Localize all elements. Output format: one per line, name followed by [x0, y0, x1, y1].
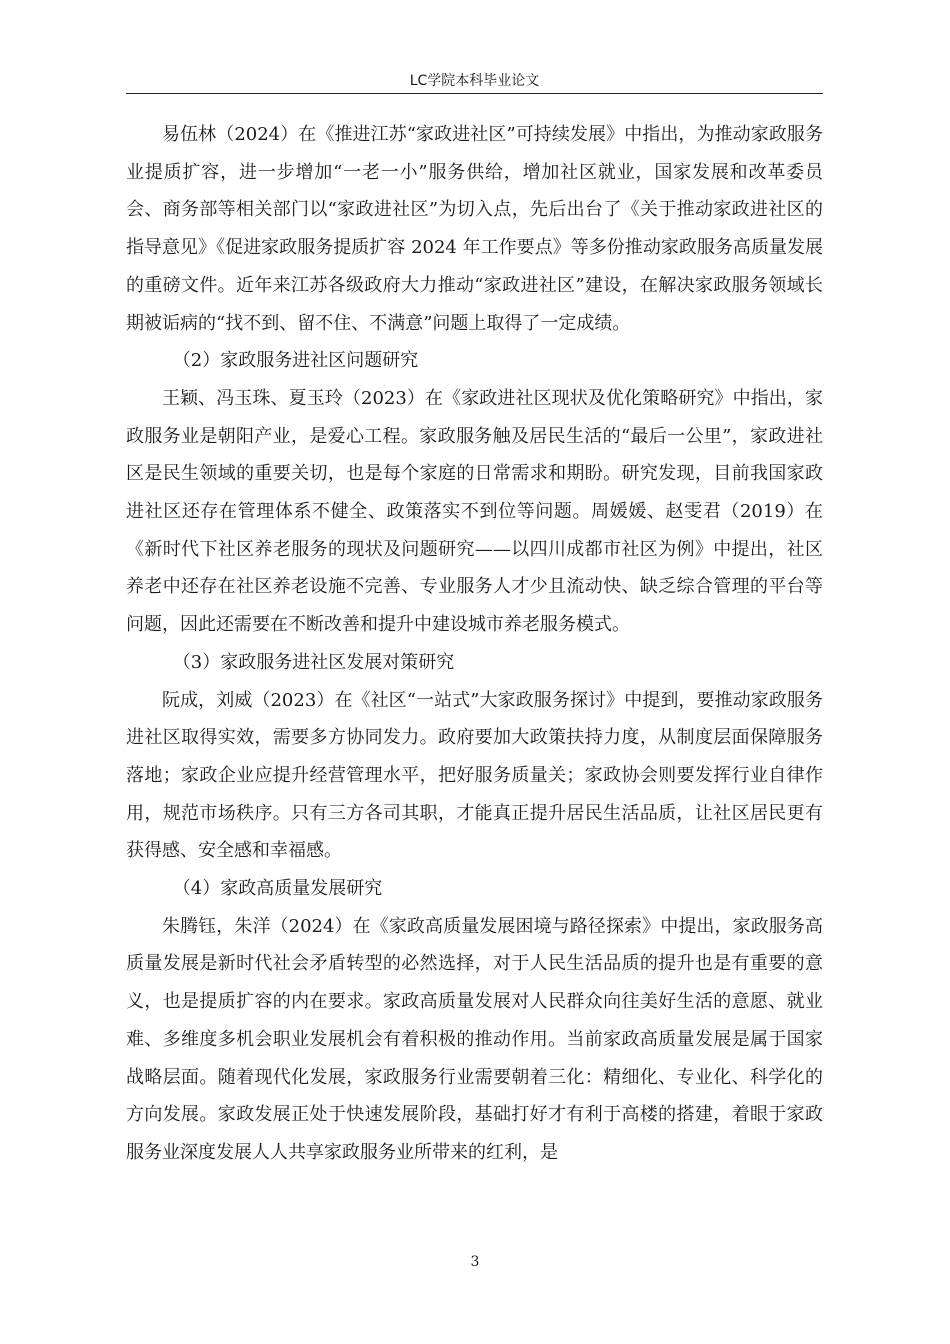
paragraph-ruan-cheng: 阮成，刘威（2023）在《社区“一站式”大家政服务探讨》中提到，要推动家政服务进社区取得实效，需要多方协同发力。政府要加大政策扶持力度，从制度层面保障服务落地；家政企业应提升经营管理水平，把好服务质量关；家政协会则要发挥行业自律作用，规范市场秩序。只有三方各司其职，才能真正提升居民生活品质，让社区居民更有获得感、安全感和幸福感。 [126, 689, 823, 862]
paragraph-zhu-tengyu: 朱腾钰，朱洋（2024）在《家政高质量发展困境与路径探索》中提出，家政服务高质量发展是新时代社会矛盾转型的必然选择，对于人民生活品质的提升也是有重要的意义，也是提质扩容的内在要求。家政高质量发展对人民群众向往美好生活的意愿、就业难、多维度多机会职业发展机会有着积极的推动作用。当前家政高质量发展是属于国家战略层面。随着现代化发展，家政服务行业需要朝着三化：精细化、专业化、科学化的方向发展。家政发展正处于快速发展阶段，基础打好才有利于高楼的搭建，着眼于家政服务业深度发展人人共享家政服务业所带来的红利，是 [126, 915, 823, 1163]
section-heading-2: （2）家政服务进社区问题研究 [172, 350, 419, 372]
header-divider [126, 93, 823, 94]
running-header: LC学院本科毕业论文 [409, 73, 540, 89]
body-text [126, 116, 823, 1172]
paragraph-yi-wulin: 易伍林（2024）在《推进江苏“家政进社区”可持续发展》中指出，为推动家政服务业提质扩容，进一步增加“一老一小”服务供给，增加社区就业，国家发展和改革委员会、商务部等相关部门以“家政进社区”为切入点，先后出台了《关于推动家政进社区的指导意见》《促进家政服务提质扩容 2024 年工作要点》等多份推动家政服务高质量发展的重磅文件。近年来江苏各级政府大力推动“家政进社区”建设，在解决家政服务领域长期被诟病的“找不到、留不住、不满意”问题上取得了一定成绩。 [126, 124, 823, 334]
page-number: 3 [470, 1254, 480, 1270]
section-heading-3: （3）家政服务进社区发展对策研究 [172, 651, 455, 673]
section-heading-4: （4）家政高质量发展研究 [172, 878, 383, 900]
paragraph-wang-ying: 王颖、冯玉珠、夏玉玲（2023）在《家政进社区现状及优化策略研究》中指出，家政服务业是朝阳产业，是爱心工程。家政服务触及居民生活的“最后一公里”，家政进社区是民生领域的重要关切，也是每个家庭的日常需求和期盼。研究发现，目前我国家政进社区还存在管理体系不健全、政策落实不到位等问题。周媛媛、赵雯君（2019）在《新时代下社区养老服务的现状及问题研究——以四川成都市社区为例》中提出，社区养老中还存在社区养老设施不完善、专业服务人才少且流动快、缺乏综合管理的平台等问题，因此还需要在不断改善和提升中建设城市养老服务模式。 [126, 387, 823, 636]
